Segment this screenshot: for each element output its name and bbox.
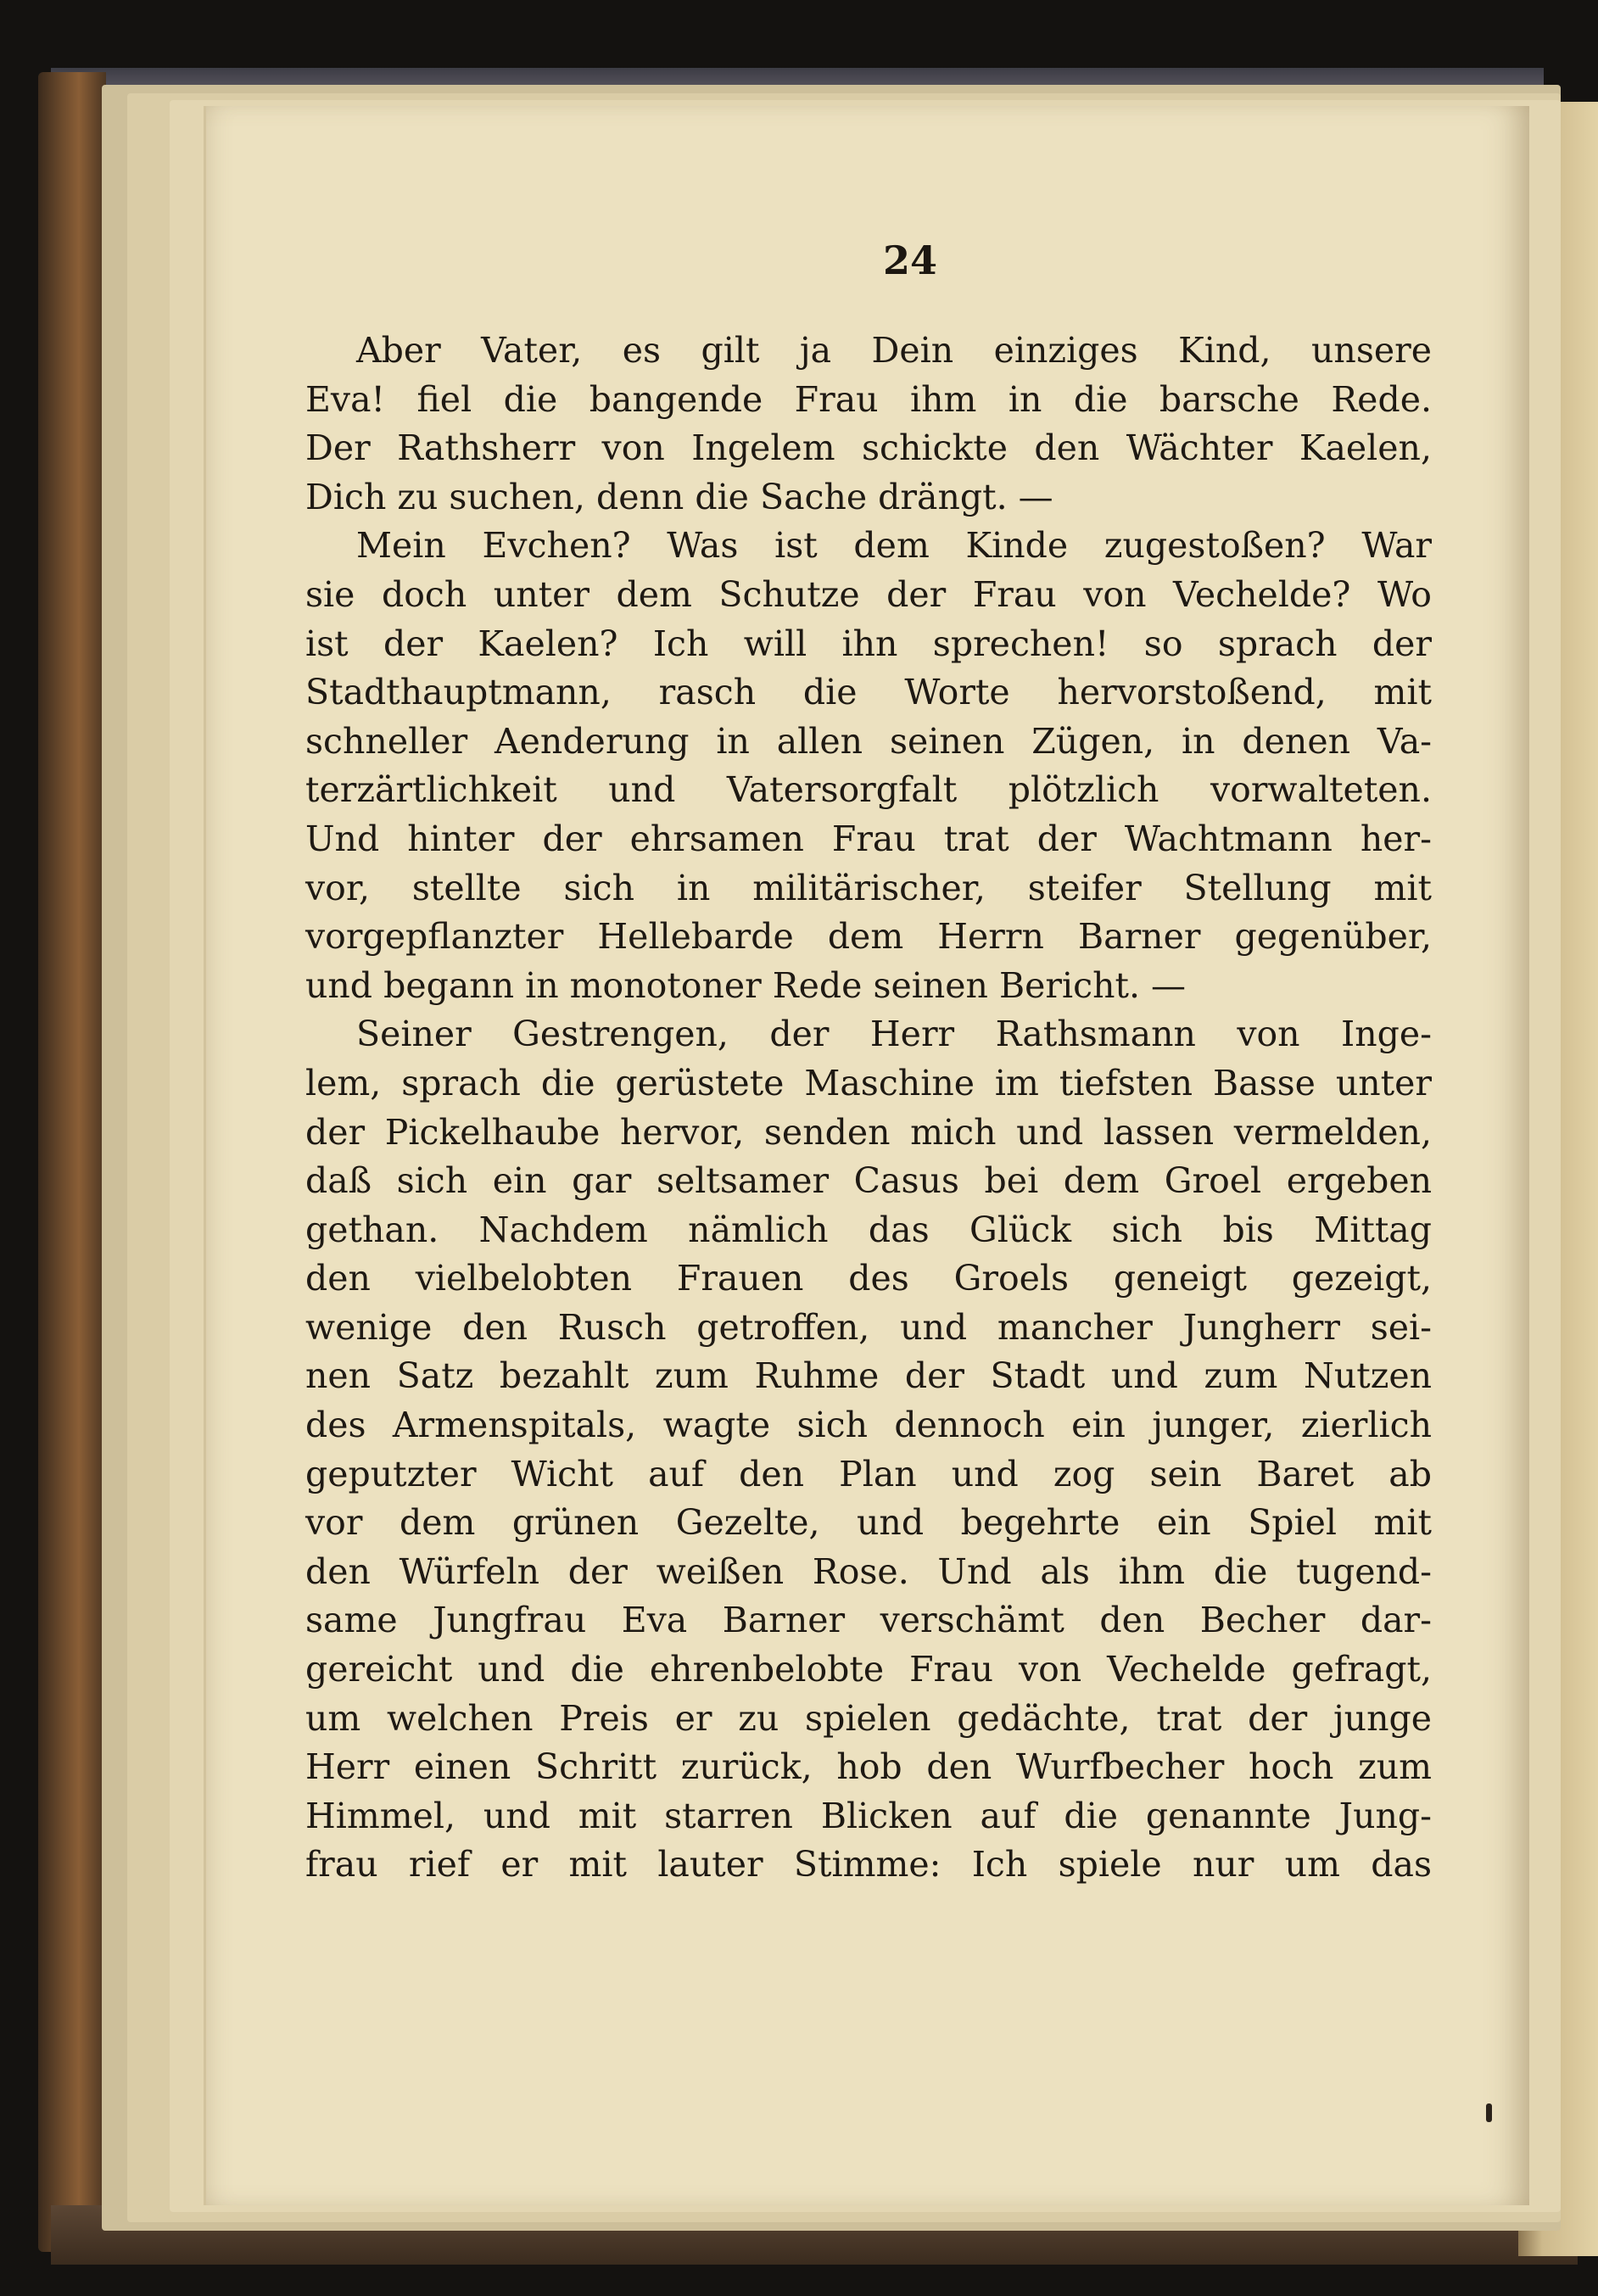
page-body-text [254,327,1432,1890]
text-line: same Jungfrau Eva Barner verschämt den Becher dar- [305,1600,1432,1641]
paragraph [254,522,1432,1010]
text-line: ist der Kaelen? Ich will ihn sprechen! so sprach der [305,623,1432,664]
text-line: den vielbelobten Frauen des Groels geneigt gezeigt, [305,1258,1432,1299]
text-line: Herr einen Schritt zurück, hob den Wurfbecher hoch zum [305,1746,1432,1788]
text-line: Seiner Gestrengen, der Herr Rathsmann von Inge- [356,1014,1432,1055]
text-line: der Pickelhaube hervor, senden mich und lassen vermelden, [305,1111,1432,1153]
ink-smudge [1486,2103,1492,2122]
text-line: schneller Aenderung in allen seinen Zügen, in denen Va- [305,720,1432,762]
text-line: Eva! fiel die bangende Frau ihm in die barsche Rede. [305,378,1432,420]
text-line: gereicht und die ehrenbelobte Frau von Vechelde gefragt, [305,1649,1432,1690]
text-line: Und hinter der ehrsamen Frau trat der Wachtmann her- [305,818,1432,859]
text-line: Dich zu suchen, denn die Sache drängt. — [305,476,1053,517]
text-line: sie doch unter dem Schutze der Frau von Vechelde? Wo [305,573,1432,615]
text-line: Aber Vater, es gilt ja Dein einziges Kind, unsere [356,330,1432,371]
paragraph [254,327,1432,522]
text-line: daß sich ein gar seltsamer Casus bei dem Groel ergeben [305,1160,1432,1202]
text-line: gethan. Nachdem nämlich das Glück sich bis Mittag [305,1209,1432,1250]
text-line: vor dem grünen Gezelte, und begehrte ein Spiel mit [305,1502,1432,1544]
text-line: und begann in monotoner Rede seinen Bericht. — [305,964,1187,1006]
text-line: terzärtlichkeit und Vatersorgfalt plötzlich vorwalteten. [305,769,1432,811]
text-line: frau rief er mit lauter Stimme: Ich spiele nur um das [305,1844,1432,1885]
text-line: lem, sprach die gerüstete Maschine im tiefsten Basse unter [305,1062,1432,1103]
text-line: Mein Evchen? Was ist dem Kinde zugestoßen? War [356,525,1432,567]
text-line: vor, stellte sich in militärischer, steifer Stellung mit [305,867,1432,908]
text-line: geputzter Wicht auf den Plan und zog sein Baret ab [305,1453,1432,1494]
text-line: um welchen Preis er zu spielen gedächte, trat der junge [305,1697,1432,1739]
text-line: den Würfeln der weißen Rose. Und als ihm die tugend- [305,1550,1432,1592]
text-line: Der Rathsherr von Ingelem schickte den Wächter Kaelen, [305,427,1432,469]
text-line: Stadthauptmann, rasch die Worte hervorstoßend, mit [305,672,1432,713]
page-number: 24 [882,237,937,283]
paragraph [254,1010,1432,1890]
text-line: Himmel, und mit starren Blicken auf die genannte Jung- [305,1795,1432,1836]
text-line: vorgepflanzter Hellebarde dem Herrn Barner gegenüber, [305,916,1432,958]
book-spine [38,72,106,2252]
text-line: wenige den Rusch getroffen, und mancher Jungherr sei- [305,1306,1432,1348]
text-line: des Armenspitals, wagte sich dennoch ein junger, zierlich [305,1405,1432,1446]
text-line: nen Satz bezahlt zum Ruhme der Stadt und zum Nutzen [305,1355,1432,1397]
